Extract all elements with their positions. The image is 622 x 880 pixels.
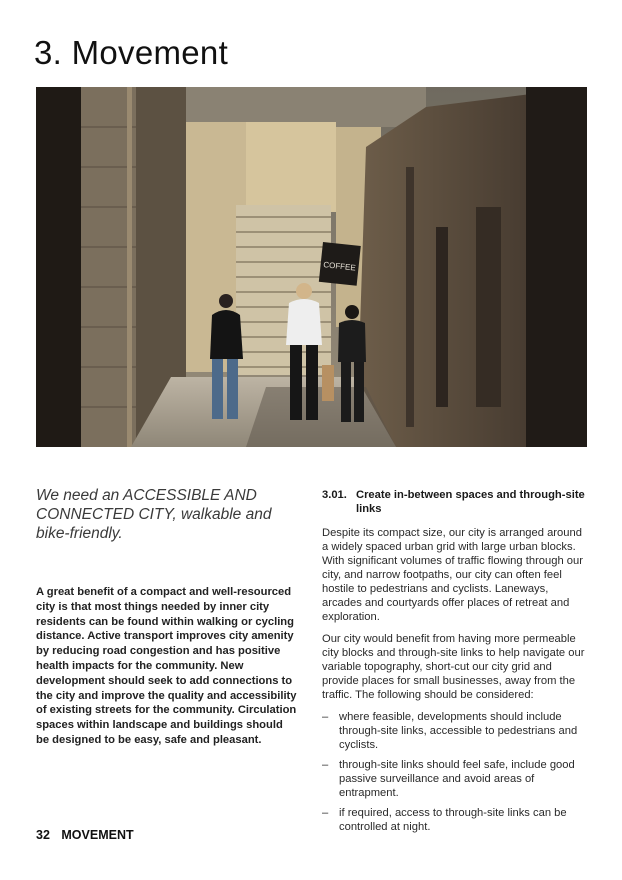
intro-quote: We need an ACCESSIBLE AND CONNECTED CITY, walkable and bike-friendly. [36,487,272,542]
section-3-01 [322,488,588,840]
bullet-dash: – [322,759,329,771]
list-item [322,758,588,800]
section-paragraph: Our city would benefit from having more permeable city blocks and through-site links to help navigate our variable topography, short-cut our city grid and provide places for small businesses, away from the traffic. The following should be considered: [322,633,585,701]
section-title: Create in-between spaces and through-site links [356,489,585,515]
list-item [322,806,588,834]
bullet-dash: – [322,711,329,723]
section-number: 3.01. [322,489,347,501]
list-item [322,710,588,752]
page-footer [36,828,134,842]
page-title: 3. Movement [34,34,229,71]
consideration-list [322,710,588,834]
list-item-text: where feasible, developments should include through-site links, accessible to pedestrians and cyclists. [339,711,578,751]
section-paragraph: Despite its compact size, our city is arranged around a widely spaced urban grid with large urban blocks. With significant volumes of traffic flowing through our city, and narrow footpaths, our city can often feel hostile to pedestrians and cyclists. Laneways, arcades and courtyards offer places of retreat and exploration. [322,527,583,623]
list-item-text: through-site links should feel safe, include good passive surveillance and avoid areas of entrapment. [339,759,575,799]
bullet-dash: – [322,807,329,819]
coffee-sign-text: COFFEE [322,260,357,273]
footer-section-label: MOVEMENT [61,828,134,842]
list-item-text: if required, access to through-site links can be controlled at night. [339,807,567,833]
section-heading [322,488,588,516]
lead-paragraph: A great benefit of a compact and well-resourced city is that most things needed by inner city residents can be found within walking or cycling distance. Active transport improves city amenity by reducing road congestion and has positive health impacts for the community. New development should seek to add connections to the city and improve the quality and accessibility of existing streets for the community. Circulation spaces within landscape and buildings should be designed to be easy, safe and pleasant. [36,586,297,746]
laneway-photo [36,87,587,447]
page-number: 32 [36,828,50,842]
